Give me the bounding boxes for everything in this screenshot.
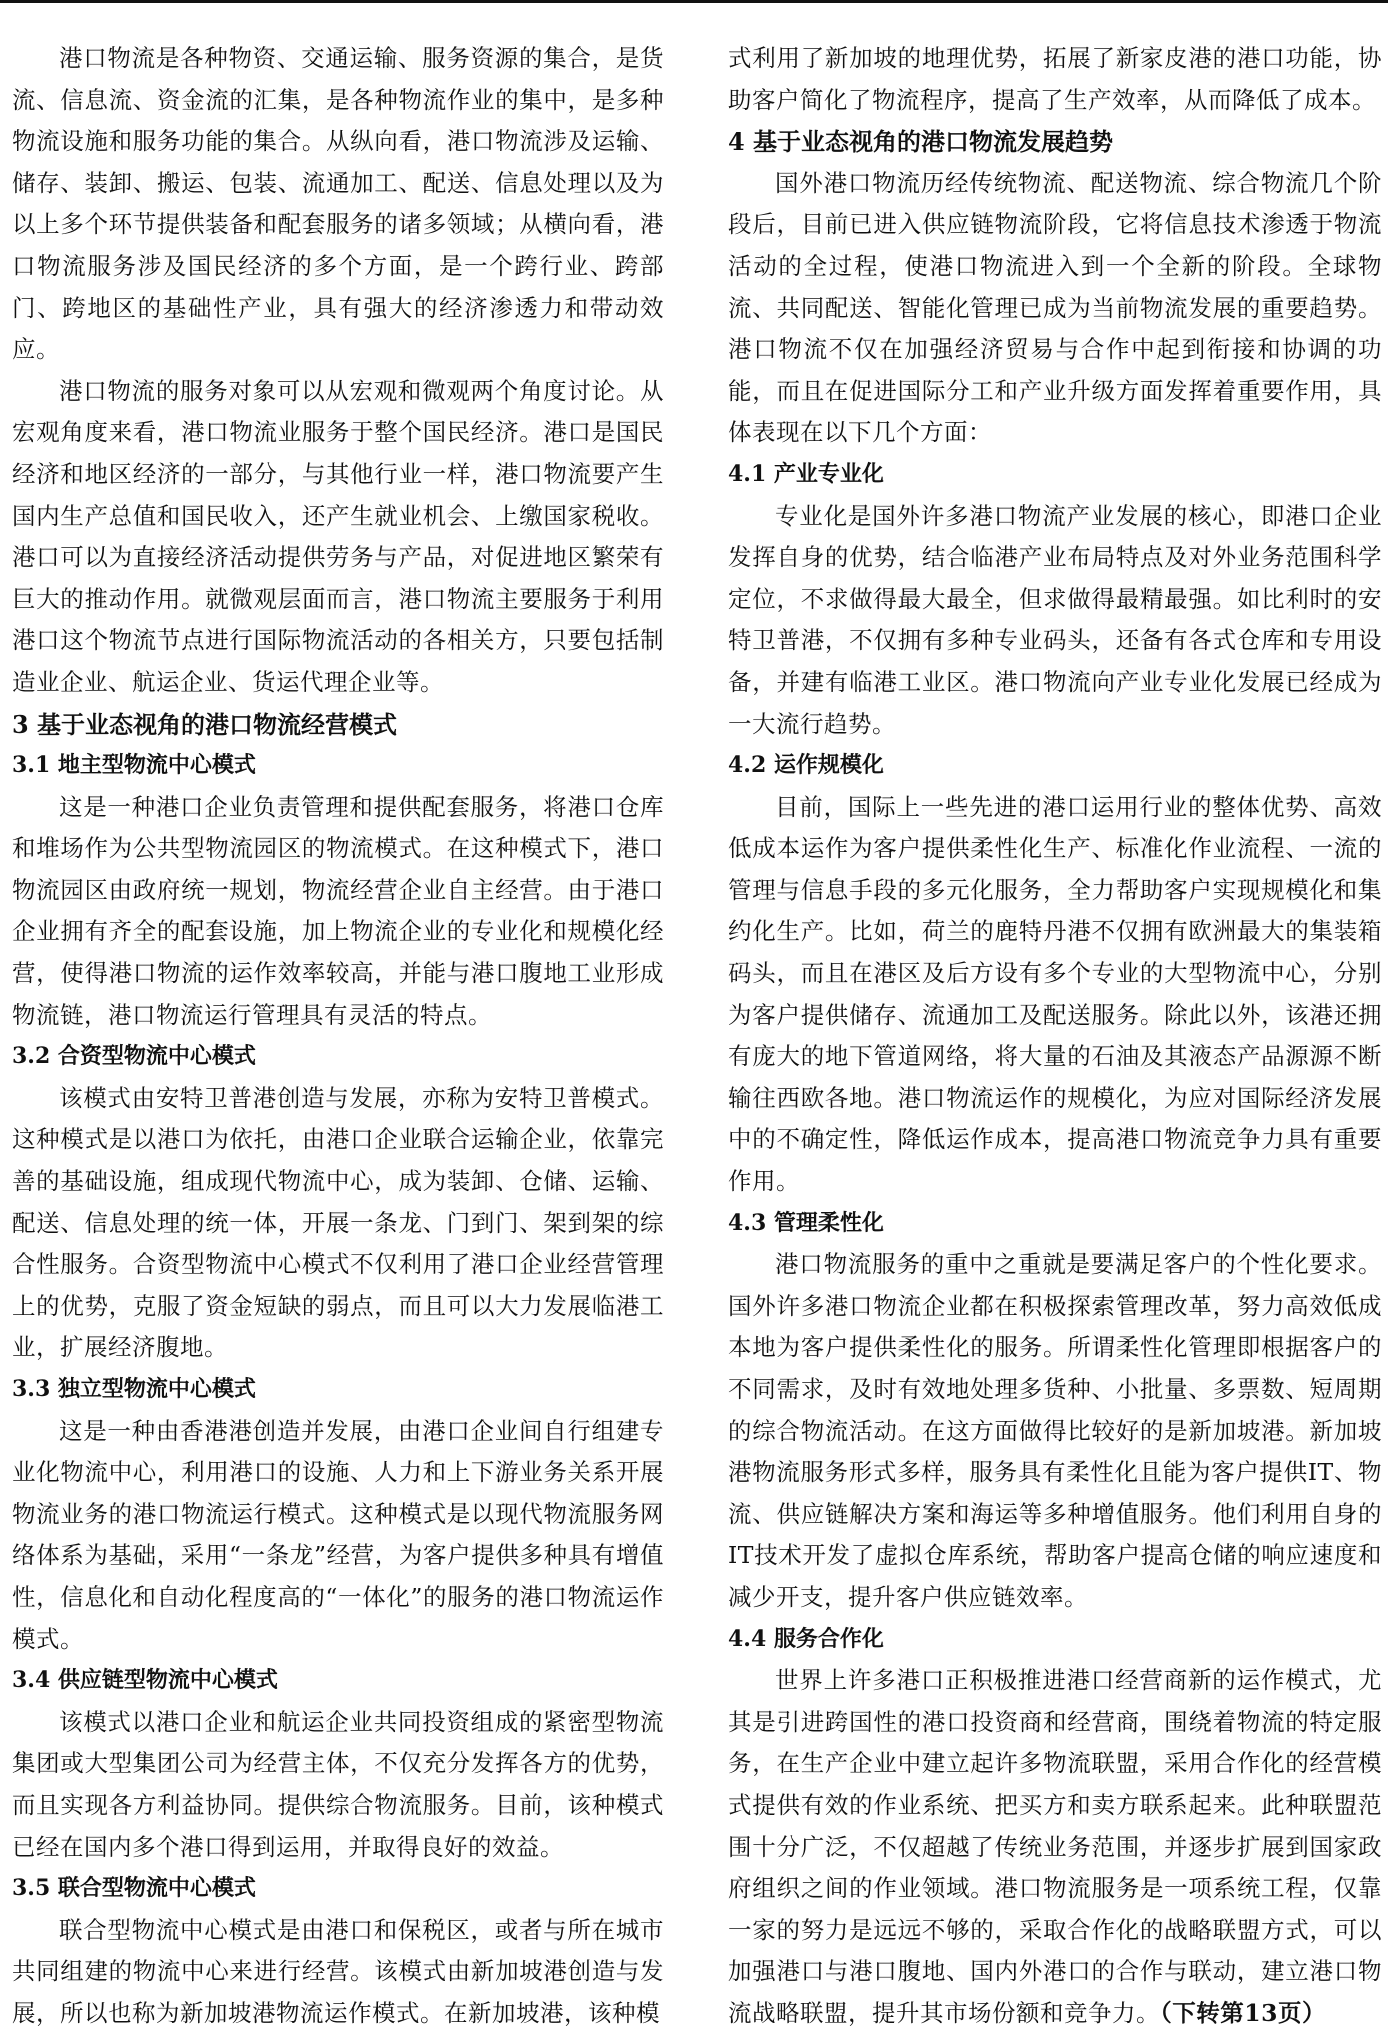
paragraph: 该模式由安特卫普港创造与发展，亦称为安特卫普模式。这种模式是以港口为依托，由港口企业联合运输企业，依靠完善的基础设施，组成现代物流中心，成为装卸、仓储、运输、配送、信息处理的统一体，开展一条龙、门到门、架到架的综合性服务。合资型物流中心模式不仅利用了港口企业经营管理上的优势，克服了资金短缺的弱点，而且可以大力发展临港工业，扩展经济腹地。: [12, 1083, 664, 1362]
paragraph: 港口物流是各种物资、交通运输、服务资源的集合，是货流、信息流、资金流的汇集，是各种物流作业的集中，是多种物流设施和服务功能的集合。从纵向看，港口物流涉及运输、储存、装卸、搬运、包装、流通加工、配送、信息处理以及为以上多个环节提供装备和配套服务的诸多领域；从横向看，港口物流服务涉及国民经济的多个方面，是一个跨行业、跨部门、跨地区的基础性产业，具有强大的经济渗透力和带动效应。: [12, 44, 664, 364]
left-column: [12, 38, 664, 2035]
right-column: [728, 38, 1382, 2035]
paragraph: 港口物流服务的重中之重就是要满足客户的个性化要求。国外许多港口物流企业都在积极探索管理改革，努力高效低成本地为客户提供柔性化的服务。所谓柔性化管理即根据客户的不同需求，及时有效地处理多货种、小批量、多票数、短周期的综合物流活动。在这方面做得比较好的是新加坡港。新加坡港物流服务形式多样，服务具有柔性化且能为客户提供IT、物流、供应链解决方案和海运等多种增值服务。他们利用自身的IT技术开发了虚拟仓库系统，帮助客户提高仓储的响应速度和减少开支，提升客户供应链效率。: [728, 1250, 1382, 1611]
paragraph: 港口物流的服务对象可以从宏观和微观两个角度讨论。从宏观角度来看，港口物流业服务于整个国民经济。港口是国民经济和地区经济的一部分，与其他行业一样，港口物流要产生国内生产总值和国民收入，还产生就业机会、上缴国家税收。港口可以为直接经济活动提供劳务与产品，对促进地区繁荣有巨大的推动作用。就微观层面而言，港口物流主要服务于利用港口这个物流节点进行国际物流活动的各相关方，只要包括制造业企业、航运企业、货运代理企业等。: [12, 376, 664, 696]
section-heading: 3 基于业态视角的港口物流经营模式: [12, 709, 398, 739]
paragraph-text: 世界上许多港口正积极推进港口经营商新的运作模式，尤其是引进跨国性的港口投资商和经营商，围绕着物流的特定服务，在生产企业中建立起许多物流联盟，采用合作化的经营模式提供有效的作业系统、把买方和卖方联系起来。此种联盟范围十分广泛，不仅超越了传统业务范围，并逐步扩展到国家政府组织之间的作业领域。港口物流服务是一项系统工程，仅靠一家的努力是远远不够的，采取合作化的战略联盟方式，可以加强港口与港口腹地、国内外港口的合作与联动，建立港口物流战略联盟，提升其市场份额和竞争力。: [728, 1666, 1382, 2027]
paragraph: 目前，国际上一些先进的港口运用行业的整体优势、高效低成本运作为客户提供柔性化生产、标准化作业流程、一流的管理与信息手段的多元化服务，全力帮助客户实现规模化和集约化生产。比如，荷兰的鹿特丹港不仅拥有欧洲最大的集装箱码头，而且在港区及后方设有多个专业的大型物流中心，分别为客户提供储存、流通加工及配送服务。除此以外，该港还拥有庞大的地下管道网络，将大量的石油及其液态产品源源不断输往西欧各地。港口物流运作的规模化，为应对国际经济发展中的不确定性，降低运作成本，提高港口物流竞争力具有重要作用。: [728, 792, 1382, 1196]
paragraph: 联合型物流中心模式是由港口和保税区，或者与所在城市共同组建的物流中心来进行经营。该模式由新加坡港创造与发展，所以也称为新加坡港物流运作模式。在新加坡港，该种模: [12, 1915, 664, 2027]
subsection-heading: 4.2 运作规模化: [728, 752, 884, 779]
section-heading: 4 基于业态视角的港口物流发展趋势: [728, 127, 1114, 157]
subsection-heading: 3.1 地主型物流中心模式: [12, 752, 256, 779]
subsection-heading: 4.3 管理柔性化: [728, 1209, 884, 1236]
subsection-heading: 3.5 联合型物流中心模式: [12, 1875, 256, 1902]
subsection-heading: 3.3 独立型物流中心模式: [12, 1376, 256, 1402]
paragraph: 该模式以港口企业和航运企业共同投资组成的紧密型物流集团或大型集团公司为经营主体，不仅充分发挥各方的优势，而且实现各方利益协同。提供综合物流服务。目前，该种模式已经在国内多个港口得到运用，并取得良好的效益。: [12, 1707, 664, 1861]
paragraph: 这是一种由香港港创造并发展，由港口企业间自行组建专业化物流中心，利用港口的设施、人力和上下游业务关系开展物流业务的港口物流运行模式。这种模式是以现代物流服务网络体系为基础，采用“一条龙”经营，为客户提供多种具有增值性，信息化和自动化程度高的“一体化”的服务的港口物流运作模式。: [12, 1416, 664, 1653]
subsection-heading: 4.1 产业专业化: [728, 460, 884, 487]
paragraph: [728, 1660, 1382, 2034]
continued-note: （下转第13页）: [1160, 1998, 1326, 2027]
paragraph: 专业化是国外许多港口物流产业发展的核心，即港口企业发挥自身的优势，结合临港产业布局特点及对外业务范围科学定位，不求做得最大最全，但求做得最精最强。如比利时的安特卫普港，不仅拥有多种专业码头，还备有各式仓库和专用设备，并建有临港工业区。港口物流向产业专业化发展已经成为一大流行趋势。: [728, 501, 1382, 738]
top-rule: [0, 0, 1388, 3]
paragraph: 国外港口物流历经传统物流、配送物流、综合物流几个阶段后，目前已进入供应链物流阶段，它将信息技术渗透于物流活动的全过程，使港口物流进入到一个全新的阶段。全球物流、共同配送、智能化管理已成为当前物流发展的重要趋势。港口物流不仅在加强经济贸易与合作中起到衔接和协调的功能，而且在促进国际分工和产业升级方面发挥着重要作用，具体表现在以下几个方面：: [728, 168, 1382, 447]
subsection-heading: 3.2 合资型物流中心模式: [12, 1043, 256, 1070]
subsection-heading: 4.4 服务合作化: [728, 1625, 884, 1652]
paragraph: 这是一种港口企业负责管理和提供配套服务，将港口仓库和堆场作为公共型物流园区的物流模式。在这种模式下，港口物流园区由政府统一规划，物流经营企业自主经营。由于港口企业拥有齐全的配套设施，加上物流企业的专业化和规模化经营，使得港口物流的运作效率较高，并能与港口腹地工业形成物流链，港口物流运行管理具有灵活的特点。: [12, 792, 664, 1029]
subsection-heading: 3.4 供应链型物流中心模式: [12, 1667, 278, 1694]
paragraph: 式利用了新加坡的地理优势，拓展了新家皮港的港口功能，协助客户简化了物流程序，提高了生产效率，从而降低了成本。: [728, 44, 1382, 114]
